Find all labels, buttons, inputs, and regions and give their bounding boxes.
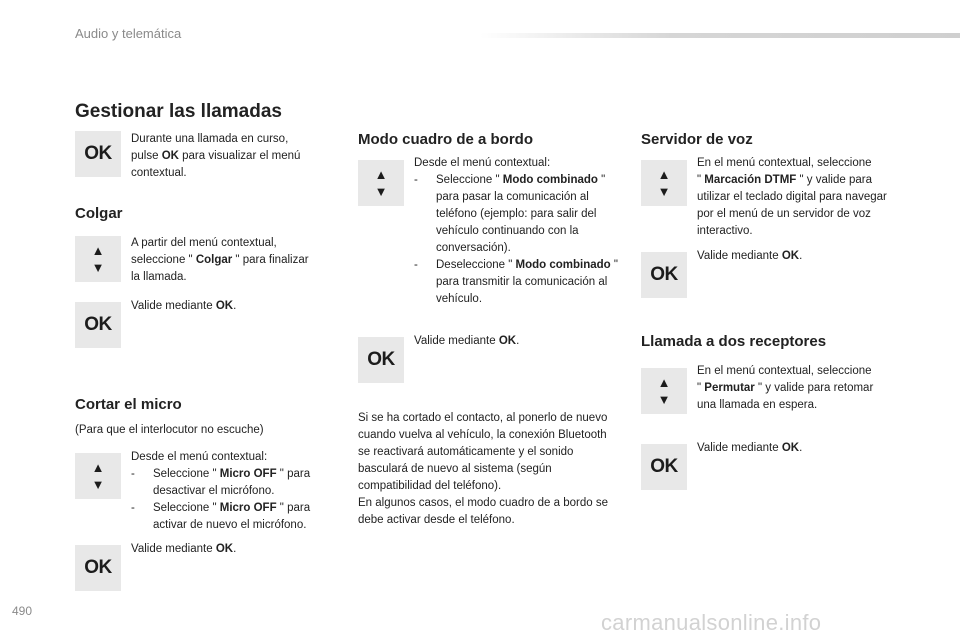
ok-button-icon: OK xyxy=(75,545,121,591)
cortar-validate-text: Valide mediante OK. xyxy=(131,543,237,555)
modo-validate-text: Valide mediante OK. xyxy=(414,335,520,347)
down-arrow-icon: ▼ xyxy=(91,477,105,492)
colgar-title: Colgar xyxy=(75,205,123,222)
ok-button-icon: OK xyxy=(641,252,687,298)
cortar-note: (Para que el interlocutor no escuche) xyxy=(75,424,264,436)
section-header: Audio y telemática xyxy=(75,26,182,41)
header-rule xyxy=(480,33,960,38)
down-arrow-icon: ▼ xyxy=(91,260,105,275)
up-arrow-icon: ▲ xyxy=(91,243,105,258)
up-arrow-icon: ▲ xyxy=(374,167,388,182)
ok-button-icon: OK xyxy=(358,337,404,383)
servidor-validate-text: Valide mediante OK. xyxy=(697,250,803,262)
up-down-arrows-icon xyxy=(75,236,121,282)
page-number: 490 xyxy=(12,604,33,618)
down-arrow-icon: ▼ xyxy=(657,184,671,199)
modo-title: Modo cuadro de a bordo xyxy=(358,131,533,148)
up-down-arrows-icon xyxy=(75,453,121,499)
modo-text: Desde el menú contextual: - Seleccione " Modo combinado " para pasar la comunicación al teléfono (ejemplo: para salir del vehículo continuando con la conversación). - Deseleccione " Modo combinado " para transmitir la comunicación al vehículo. xyxy=(414,157,618,305)
dos-text: En el menú contextual, seleccione " Permutar " y valide para retomar una llamada en espera. xyxy=(697,365,874,411)
down-arrow-icon: ▼ xyxy=(374,184,388,199)
up-arrow-icon: ▲ xyxy=(657,375,671,390)
ok-button-icon: OK xyxy=(75,131,121,177)
servidor-title: Servidor de voz xyxy=(641,131,753,148)
dos-title: Llamada a dos receptores xyxy=(641,333,827,350)
up-arrow-icon: ▲ xyxy=(657,167,671,182)
dos-validate-text: Valide mediante OK. xyxy=(697,442,803,454)
up-arrow-icon: ▲ xyxy=(91,460,105,475)
manage-text: Durante una llamada en curso, pulse OK para visualizar el menú contextual. xyxy=(131,133,301,179)
page-title: Gestionar las llamadas xyxy=(75,101,282,122)
up-down-arrows-icon xyxy=(641,368,687,414)
watermark: carmanualsonline.info xyxy=(601,610,822,635)
up-down-arrows-icon xyxy=(641,160,687,206)
cortar-text: Desde el menú contextual: - Seleccione " Micro OFF " para desactivar el micrófono. - Seleccione " Micro OFF " para activar de nuevo el micrófono. xyxy=(131,451,311,531)
up-down-arrows-icon xyxy=(358,160,404,206)
colgar-text: A partir del menú contextual, seleccione " Colgar " para finalizar la llamada. xyxy=(131,237,309,283)
down-arrow-icon: ▼ xyxy=(657,392,671,407)
servidor-text: En el menú contextual, seleccione " Marcación DTMF " y valide para utilizar el teclado digital para navegar por el menú de un servidor de voz interactivo. xyxy=(697,157,887,237)
colgar-validate-text: Valide mediante OK. xyxy=(131,300,237,312)
modo-note: Si se ha cortado el contacto, al ponerlo de nuevo cuando vuelva al vehículo, la conexión Bluetooth se reactivará automáticamente y el sonido basculará de nuevo al sistema (según compatibilidad del teléfono). En algunos casos, el modo cuadro de a bordo se debe activar desde el teléfono. xyxy=(358,412,608,526)
ok-button-icon: OK xyxy=(75,302,121,348)
ok-button-icon: OK xyxy=(641,444,687,490)
cortar-title: Cortar el micro xyxy=(75,396,182,413)
